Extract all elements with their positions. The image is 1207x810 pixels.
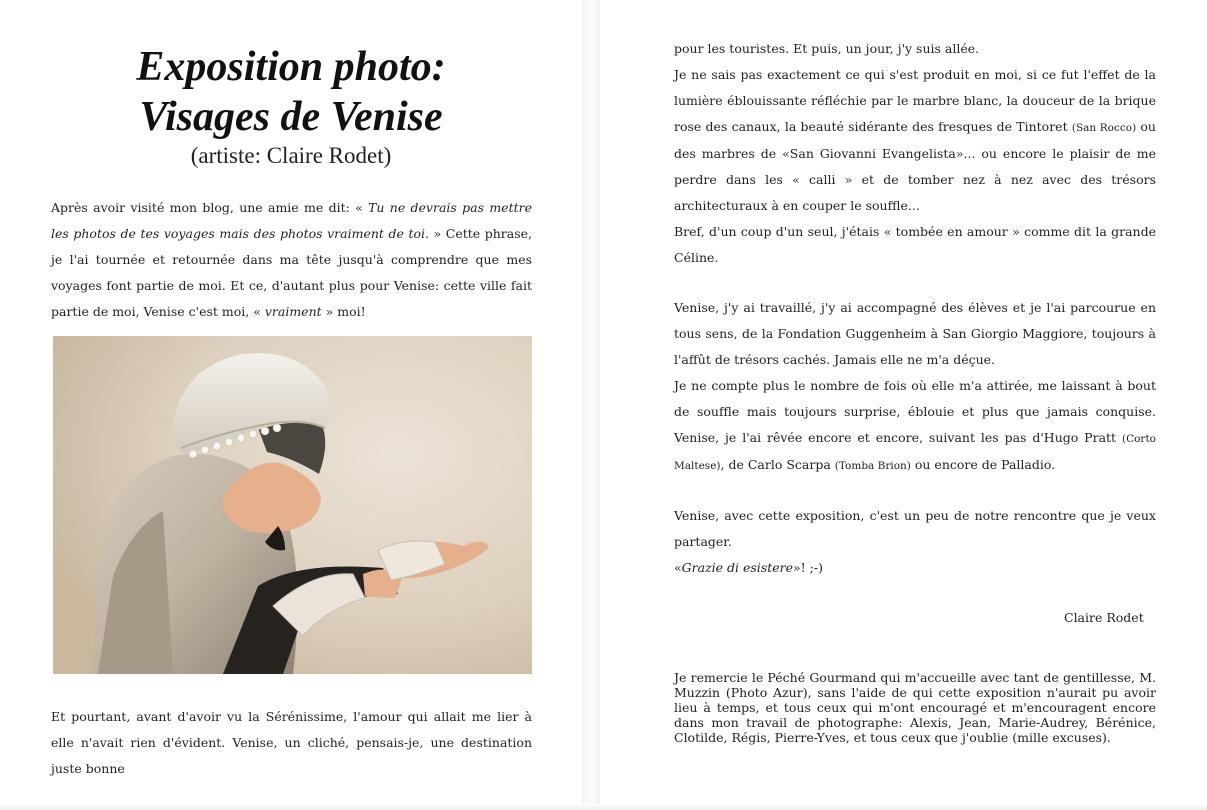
exhibition-title-line1: Exposition photo: [136, 44, 446, 90]
exhibition-title-line2: Visages de Venise [139, 94, 443, 140]
page-bottom-edge [0, 804, 1207, 810]
signature: Claire Rodet [1064, 610, 1144, 625]
acknowledgements: Je remercie le Péché Gourmand qui m'accueille avec tant de gentillesse, M. Muzzin (Photo Azur), sans l'aide de qui cette exposition n'aurait pu avoir lieu à temps, et tous ceux qui m'ont encouragé et m'encouragent encore dans mon travail de photographe: Alexis, Jean, Marie-Audrey, Bérénice, Clotilde, Régis, Pierre-Yves, et tous ceux que j'oublie (mille excuses). [674, 670, 1156, 745]
paragraph-work-in-venice: Venise, j'y ai travaillé, j'y ai accompagné des élèves et je l'ai parcourue en tous sens, de la Fondation Guggenheim à San Giorgio Maggiore, toujours à l'affût de trésors cachés. Jamais elle ne m'a déçue. Je ne compte plus le nombre de fois où elle m'a attirée, me laissant à bout de souffle mais toujours surprise, éblouie et plus que jamais conquise. Venise, je l'ai rêvée encore et encore, suivant les pas d'Hugo Pratt (Corto Maltese), de Carlo Scarpa (Tomba Brion) ou encore de Palladio. [674, 300, 1156, 472]
artist-credit: (artiste: Claire Rodet) [190, 143, 392, 168]
paragraph-first-visit: pour les touristes. Et puis, un jour, j'y suis allée. Je ne sais pas exactement ce qui s'est produit en moi, si ce fut l'effet de la lumière éblouissante réfléchie par le marbre blanc, la douceur de la brique rose des canaux, la beauté sidérante des fresques de Tintoret (San Rocco) ou des marbres de «San Giovanni Evangelista»... ou encore le plaisir de me perdre dans les « calli » et de tomber nez à nez avec des trésors architecturaux à en couper le souffle... Bref, d'un coup d'un seul, j'étais « tombée en amour » comme dit la grande Céline. [674, 41, 1156, 265]
paragraph-before-venice: Et pourtant, avant d'avoir vu la Sérénissime, l'amour qui allait me lier à elle n'avait rien d'évident. Venise, un cliché, pensais-je, une destination juste bonne [51, 709, 532, 776]
intro-paragraph: Après avoir visité mon blog, une amie me dit: « Tu ne devrais pas mettre les photos de tes voyages mais des photos vraiment de toi. » Cette phrase, je l'ai tournée et retournée dans ma tête jusqu'à comprendre que mes voyages font partie de moi. Et ce, d'autant plus pour Venise: cette ville fait partie de moi, Venise c'est moi, « vraiment » moi! [51, 200, 532, 319]
venetian-mask-photo [53, 336, 532, 674]
page-gutter [582, 0, 600, 810]
paragraph-exhibition: Venise, avec cette exposition, c'est un peu de notre rencontre que je veux partager. «Grazie di esistere»! ;-) [674, 508, 1156, 575]
